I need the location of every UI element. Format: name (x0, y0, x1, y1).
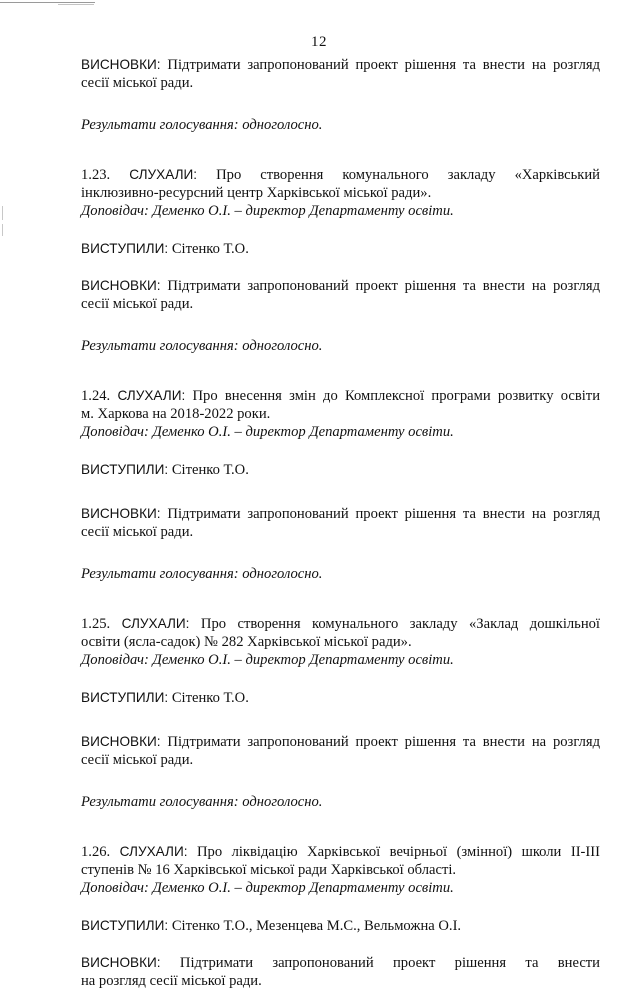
conclusions-label: ВИСНОВКИ: (81, 734, 161, 749)
item-number: 1.25. (81, 616, 111, 632)
heard-text: інклюзивно-ресурсний центр Харківської міської ради». (81, 185, 432, 201)
conclusions-text: Підтримати запропонований проект рішення та внести (179, 955, 600, 971)
results-label: Результати голосування: (81, 566, 239, 582)
conclusions-text: сесії міської ради. (81, 75, 194, 91)
spoke-label: ВИСТУПИЛИ: (81, 241, 169, 256)
heard-text: Про внесення змін до Комплексної програми розвитку освіти (192, 388, 600, 404)
results-value: одноголосно. (242, 338, 323, 354)
voting-results (81, 565, 600, 583)
item-number: 1.24. (81, 388, 111, 404)
conclusions-text: Підтримати запропонований проект рішення та внести на розгляд (167, 57, 600, 73)
conclusions-label: ВИСНОВКИ: (81, 955, 161, 970)
conclusions-label: ВИСНОВКИ: (81, 506, 161, 521)
spoke-text: Сітенко Т.О., Мезенцева М.С., Вельможна О.І. (171, 918, 462, 934)
heard-text: ступенів № 16 Харківської міської ради Харківської області. (81, 862, 457, 878)
agenda-item (81, 843, 600, 990)
conclusions-label: ВИСНОВКИ: (81, 57, 161, 72)
results-value: одноголосно. (242, 566, 323, 582)
conclusions-text: Підтримати запропонований проект рішення та внести на розгляд (167, 506, 600, 522)
heard-text: м. Харкова на 2018-2022 роки. (81, 406, 271, 422)
speaker-line (81, 651, 600, 669)
spoke-label: ВИСТУПИЛИ: (81, 690, 169, 705)
results-label: Результати голосування: (81, 794, 239, 810)
heard-label: СЛУХАЛИ: (121, 616, 190, 631)
conclusions-text: на розгляд сесії міської ради. (81, 973, 262, 989)
heard-label: СЛУХАЛИ: (129, 167, 198, 182)
conclusions-text: сесії міської ради. (81, 524, 194, 540)
heard-text: Про створення комунального закладу «Заклад дошкільної (200, 616, 600, 632)
page-number: 12 (311, 34, 327, 50)
spoke-line (81, 240, 600, 258)
agenda-item (81, 166, 600, 355)
heard-text: Про створення комунального закладу «Харківський (216, 167, 600, 183)
speaker-label: Доповідач: (81, 203, 149, 219)
speaker-text: Деменко О.І. – директор Департаменту освіти. (152, 203, 454, 219)
heard-label: СЛУХАЛИ: (117, 388, 186, 403)
speaker-text: Деменко О.І. – директор Департаменту освіти. (152, 652, 454, 668)
conclusions-text: сесії міської ради. (81, 752, 194, 768)
scan-corner-mark-secondary (58, 4, 94, 5)
conclusions-text: сесії міської ради. (81, 296, 194, 312)
spoke-text: Сітенко Т.О. (171, 690, 249, 706)
spoke-line (81, 461, 600, 479)
heard-label: СЛУХАЛИ: (119, 844, 188, 859)
voting-results (81, 793, 600, 811)
item-number: 1.23. (81, 167, 111, 183)
results-value: одноголосно. (242, 794, 323, 810)
item-number: 1.26. (81, 844, 111, 860)
scan-margin-tick (2, 206, 3, 220)
spoke-label: ВИСТУПИЛИ: (81, 462, 169, 477)
document-body (81, 56, 600, 990)
spoke-line (81, 917, 600, 935)
speaker-label: Доповідач: (81, 652, 149, 668)
speaker-line (81, 879, 600, 897)
speaker-text: Деменко О.І. – директор Департаменту освіти. (152, 880, 454, 896)
conclusions-text: Підтримати запропонований проект рішення та внести на розгляд (167, 734, 600, 750)
results-label: Результати голосування: (81, 117, 239, 133)
spoke-label: ВИСТУПИЛИ: (81, 918, 169, 933)
agenda-item (81, 615, 600, 811)
conclusions-text: Підтримати запропонований проект рішення та внести на розгляд (167, 278, 600, 294)
agenda-item (81, 387, 600, 583)
voting-results (81, 337, 600, 355)
conclusions-label: ВИСНОВКИ: (81, 278, 161, 293)
results-value: одноголосно. (242, 117, 323, 133)
speaker-label: Доповідач: (81, 424, 149, 440)
spoke-text: Сітенко Т.О. (171, 462, 249, 478)
speaker-text: Деменко О.І. – директор Департаменту освіти. (152, 424, 454, 440)
results-label: Результати голосування: (81, 338, 239, 354)
heard-text: Про ліквідацію Харківської вечірньої (змінної) школи ІІ-ІІІ (196, 844, 601, 860)
scan-margin-tick (2, 224, 3, 236)
speaker-line (81, 202, 600, 220)
speaker-line (81, 423, 600, 441)
voting-results (81, 116, 600, 134)
speaker-label: Доповідач: (81, 880, 149, 896)
conclusions-block (81, 56, 600, 92)
spoke-text: Сітенко Т.О. (171, 241, 249, 257)
spoke-line (81, 689, 600, 707)
scan-corner-mark (0, 2, 95, 3)
heard-text: освіти (ясла-садок) № 282 Харківської міської ради». (81, 634, 412, 650)
